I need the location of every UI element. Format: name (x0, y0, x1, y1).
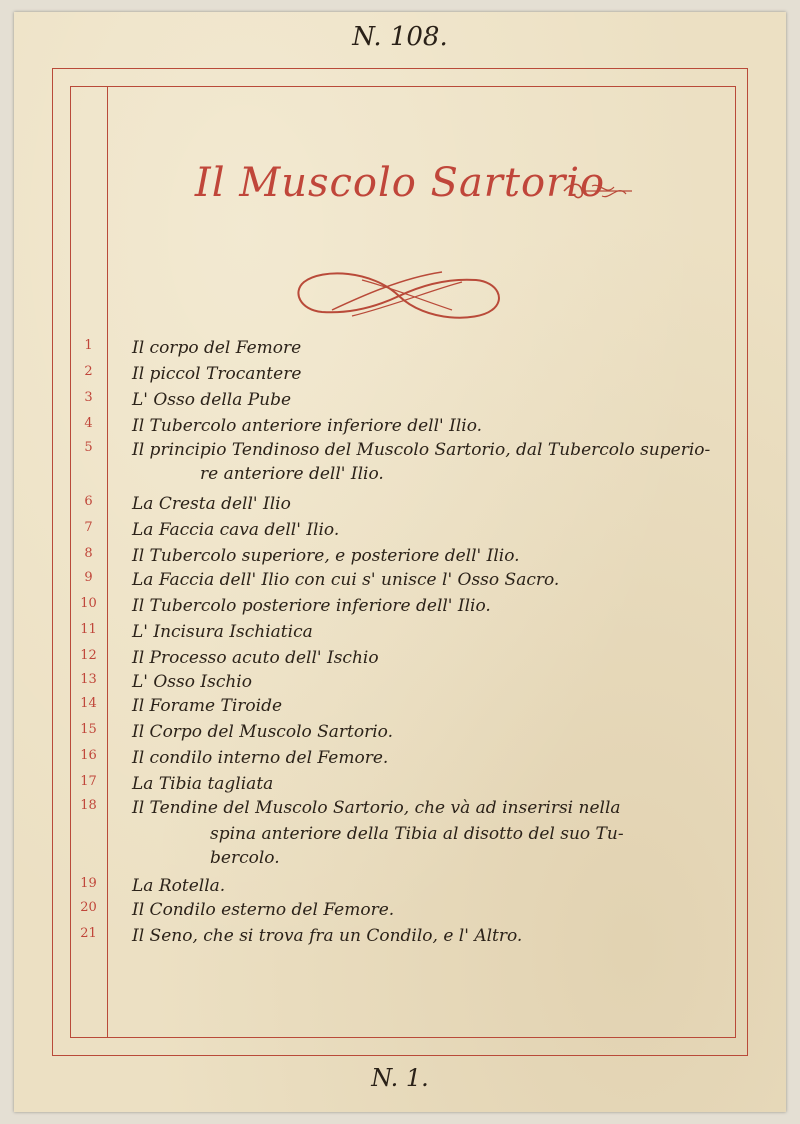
item-text: Il Forame Tiroide (132, 696, 283, 716)
list-item (70, 672, 736, 696)
item-text: Il Processo acuto dell' Ischio (132, 648, 379, 668)
title-flourish-icon (562, 178, 634, 204)
list-item (70, 876, 736, 900)
item-number: 10 (80, 596, 97, 611)
list-item (70, 774, 736, 798)
item-number: 18 (80, 798, 97, 813)
item-text: Il condilo interno del Femore. (132, 748, 389, 768)
item-number: 4 (84, 416, 93, 431)
item-number: 14 (80, 696, 97, 711)
item-number: 7 (84, 520, 93, 535)
list-item (70, 494, 736, 518)
page-number: N. 1. (371, 1064, 429, 1092)
item-number: 15 (80, 722, 97, 737)
item-text: Il Corpo del Muscolo Sartorio. (132, 722, 394, 742)
item-number: 17 (80, 774, 97, 789)
list-item (70, 748, 736, 772)
item-text: Il Seno, che si trova fra un Condilo, e l' Altro. (132, 926, 523, 946)
item-text: L' Incisura Ischiatica (132, 622, 313, 642)
item-number: 1 (84, 338, 93, 353)
item-text: Il Tubercolo anteriore inferiore dell' Ilio. (132, 416, 483, 436)
item-text: Il Condilo esterno del Femore. (132, 900, 395, 920)
list-item (70, 338, 736, 362)
item-text-continued: spina anteriore della Tibia al disotto del suo Tu- (210, 824, 624, 844)
list-item (70, 596, 736, 620)
list-item (70, 364, 736, 388)
item-number: 11 (80, 622, 97, 637)
item-text-continued: bercolo. (210, 848, 280, 868)
item-number: 21 (80, 926, 97, 941)
list-item (70, 722, 736, 746)
item-text: Il piccol Trocantere (132, 364, 302, 384)
item-text: Il corpo del Femore (132, 338, 302, 358)
item-number: 20 (80, 900, 97, 915)
list-item (70, 390, 736, 414)
list-item (70, 926, 736, 950)
list-item (70, 648, 736, 672)
item-text: Il Tendine del Muscolo Sartorio, che và ad inserirsi nella (132, 798, 621, 818)
item-text: La Tibia tagliata (132, 774, 274, 794)
item-number: 8 (84, 546, 93, 561)
list-item (70, 798, 736, 870)
item-text: La Cresta dell' Ilio (132, 494, 291, 514)
item-text: L' Osso della Pube (132, 390, 292, 410)
item-text: Il Tubercolo posteriore inferiore dell' Ilio. (132, 596, 491, 616)
item-text: La Faccia cava dell' Ilio. (132, 520, 340, 540)
item-number: 13 (80, 672, 97, 687)
list-item (70, 570, 736, 594)
item-text: L' Osso Ischio (132, 672, 252, 692)
plate-number: N. 108. (352, 22, 448, 52)
item-text: La Rotella. (132, 876, 226, 896)
item-number: 5 (84, 440, 93, 455)
page-title: Il Muscolo Sartorio (194, 160, 606, 206)
item-number: 12 (80, 648, 97, 663)
list-item (70, 900, 736, 924)
list-item (70, 520, 736, 544)
item-text: La Faccia dell' Ilio con cui s' unisce l' Osso Sacro. (132, 570, 560, 590)
item-number: 3 (84, 390, 93, 405)
item-number: 9 (84, 570, 93, 585)
item-number: 2 (84, 364, 93, 379)
item-number: 6 (84, 494, 93, 509)
list-item (70, 622, 736, 646)
item-text-continued: re anteriore dell' Ilio. (200, 464, 384, 484)
item-number: 19 (80, 876, 97, 891)
list-item (70, 440, 736, 488)
item-text: Il principio Tendinoso del Muscolo Sartorio, dal Tubercolo superio- (132, 440, 711, 460)
item-number: 16 (80, 748, 97, 763)
list-item (70, 416, 736, 440)
item-text: Il Tubercolo superiore, e posteriore dell' Ilio. (132, 546, 520, 566)
list-item (70, 696, 736, 720)
ornamental-flourish-icon (292, 266, 506, 326)
list-item (70, 546, 736, 570)
